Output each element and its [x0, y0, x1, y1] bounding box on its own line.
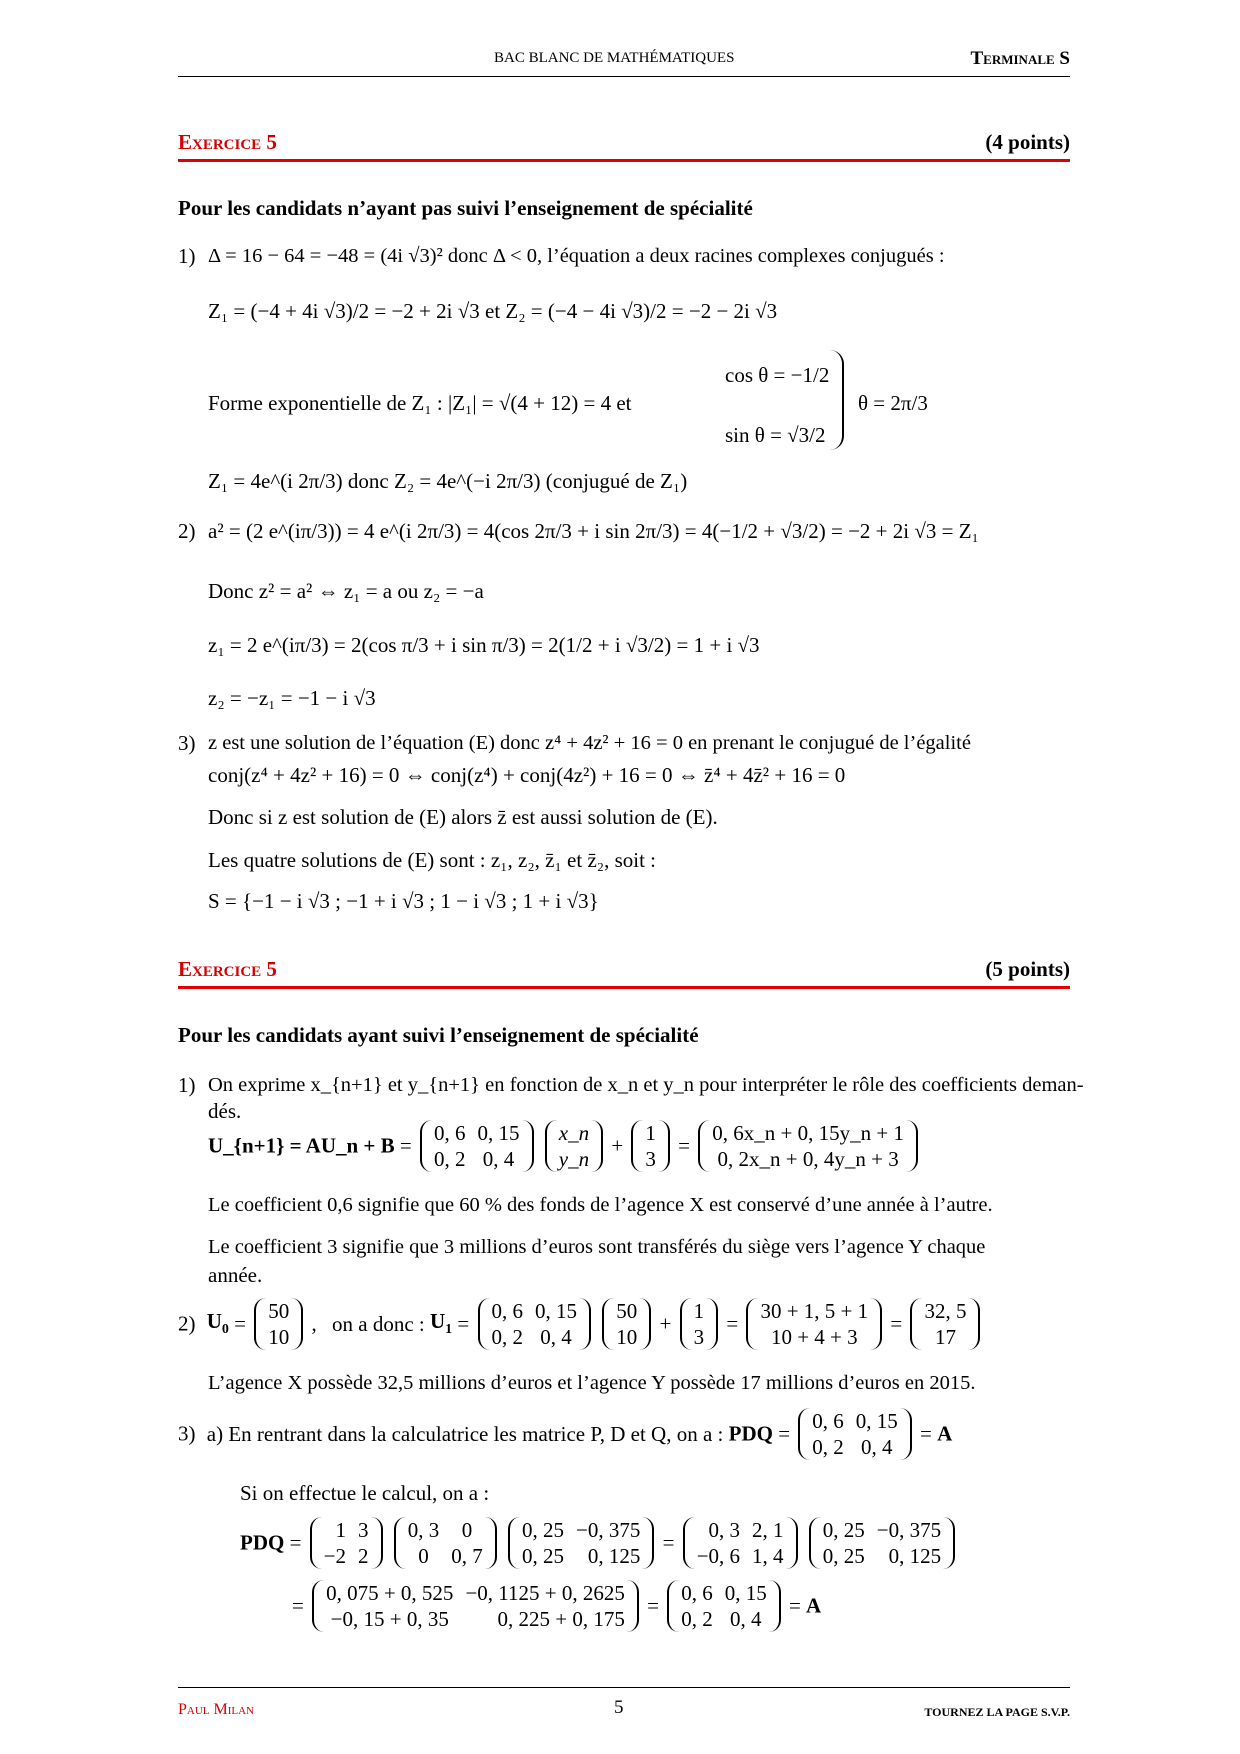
- ex2-q1-line1: On exprime x_{n+1} et y_{n+1} en fonction de x_n et y_n pour interpréter le rôle des coefficients deman-: [208, 1074, 1084, 1096]
- ex1-points: (4 points): [985, 130, 1070, 154]
- ex1-z1z2: Z₁ = (−4 + 4i √3)/2 = −2 + 2i √3 et Z₂ = (−4 − 4i √3)/2 = −2 − 2i √3: [208, 299, 778, 323]
- header-class: Terminale S: [970, 48, 1070, 69]
- ex1-theta: θ = 2π/3: [858, 391, 928, 415]
- ex2-coef06: Le coefficient 0,6 signifie que 60 % des fonds de l’agence X est conservé d’une année à l’autre.: [208, 1194, 993, 1216]
- ex1-z1exp: Z₁ = 4e^(i 2π/3) donc Z₂ = 4e^(−i 2π/3) (conjugué de Z₁): [208, 469, 688, 493]
- ex2-si-calc: Si on effectue le calcul, on a :: [240, 1481, 490, 1505]
- running-header: [178, 50, 1070, 74]
- ex2-U-equation: U_{n+1} = AU_n + B = 0, 6 0, 15 0, 2 0, 4 x_n y_n + 1 3 = 0, 6x_n + 0, 15y_n + 1 0, 2x_n + 0, 4y_n + 3: [208, 1120, 921, 1172]
- ex2-subtitle: Pour les candidats ayant suivi l’enseignement de spécialité: [178, 1023, 699, 1047]
- vector-sum: 30 + 1, 5 + 1 10 + 4 + 3: [746, 1298, 882, 1350]
- ex1-z1-line: z₁ = 2 e^(iπ/3) = 2(cos π/3 + i sin π/3) = 2(1/2 + i √3/2) = 1 + i √3: [208, 633, 760, 657]
- ex1-expo: Forme exponentielle de Z₁ : |Z₁| = √(4 + 12) = 4 et: [208, 391, 632, 415]
- ex2-rule: [178, 986, 1070, 989]
- matrix-D: 0, 3 0 0 0, 7: [394, 1517, 497, 1569]
- brace: [830, 350, 844, 450]
- vector-U1: 32, 5 17: [910, 1298, 980, 1350]
- ex1-z2-line: z₂ = −z₁ = −1 − i √3: [208, 686, 376, 710]
- ex2-coef3-1: Le coefficient 3 signifie que 3 millions d’euros sont transférés du siège vers l’agence Y chaque: [208, 1236, 986, 1258]
- header-title: BAC BLANC DE MATHÉMATIQUES: [494, 50, 735, 66]
- matrix-PD: 0, 3 2, 1 −0, 6 1, 4: [683, 1517, 798, 1569]
- ex1-rule: [178, 159, 1070, 162]
- ex2-U-label: U_{n+1} = AU_n + B: [208, 1133, 395, 1158]
- ex2-q3-equation: 3) a) En rentrant dans la calculatrice les matrice P, D et Q, on a : PDQ = 0, 6 0, 15 0, 2 0, 4 = A: [178, 1409, 953, 1459]
- ex1-q1-num: 1): [178, 244, 196, 268]
- footer-page: 5: [614, 1697, 624, 1718]
- ex1-sin: sin θ = √3/2: [725, 423, 826, 447]
- footer-right: TOURNEZ LA PAGE S.V.P.: [924, 1705, 1070, 1719]
- matrix-Q: 0, 25 −0, 375 0, 25 0, 125: [508, 1517, 654, 1569]
- ex1-title: Exercice 5: [178, 130, 277, 154]
- ex2-title: Exercice 5: [178, 957, 277, 981]
- ex1-q3-num: 3): [178, 731, 196, 755]
- ex1-q2-line: a² = (2 e^(iπ/3)) = 4 e^(i 2π/3) = 4(cos 2π/3 + i sin 2π/3) = 4(−1/2 + √3/2) = −2 + 2i √3 = Z₁: [208, 519, 979, 543]
- ex2-q1-num: 1): [178, 1073, 196, 1097]
- ex2-pdq-line1: PDQ = 1 3 −2 2 0, 3 0 0 0, 7 0, 25 −0, 375 0, 25 0, 125 = 0, 3 2, 1 −0, 6 1, 4 0, 25 −0, 375 0, 25 0, 125: [240, 1517, 958, 1569]
- footer-author: Paul Milan: [178, 1701, 255, 1718]
- matrix-A: 0, 6 0, 15 0, 2 0, 4: [420, 1120, 534, 1172]
- matrix-product: 0, 075 + 0, 525 −0, 1125 + 0, 2625 −0, 15 + 0, 35 0, 225 + 0, 175: [312, 1580, 639, 1632]
- header-rule: [178, 76, 1070, 77]
- ex2-q1-line2: dés.: [208, 1099, 242, 1123]
- vector-result: 0, 6x_n + 0, 15y_n + 1 0, 2x_n + 0, 4y_n + 3: [698, 1120, 918, 1172]
- ex1-donc-si: Donc si z est solution de (E) alors z̄ est aussi solution de (E).: [208, 805, 718, 829]
- ex1-donc: Donc z² = a² ⇔ z₁ = a ou z₂ = −a: [208, 579, 484, 603]
- ex1-S: S = {−1 − i √3 ; −1 + i √3 ; 1 − i √3 ; 1 + i √3}: [208, 889, 599, 913]
- ex2-coef3-2: année.: [208, 1263, 263, 1287]
- footer-rule: [178, 1687, 1070, 1688]
- ex1-quatre: Les quatre solutions de (E) sont : z₁, z₂, z̄₁ et z̄₂, soit :: [208, 848, 657, 872]
- vector-Xn: x_n y_n: [545, 1120, 603, 1172]
- ex2-agence: L’agence X possède 32,5 millions d’euros et l’agence Y possède 17 millions d’euros en 2015.: [208, 1372, 976, 1394]
- ex1-conj-line: conj(z⁴ + 4z² + 16) = 0 ⇔ conj(z⁴) + conj(4z²) + 16 = 0 ⇔ z̄⁴ + 4z̄² + 16 = 0: [208, 763, 846, 787]
- vector-U0: 50 10: [254, 1298, 303, 1350]
- vector-B: 1 3: [631, 1120, 670, 1172]
- ex1-q2-num: 2): [178, 519, 196, 543]
- ex1-cos: cos θ = −1/2: [725, 363, 830, 387]
- matrix-P: 1 3 −2 2: [310, 1517, 383, 1569]
- ex2-points: (5 points): [985, 957, 1070, 981]
- ex2-pdq-line2: = 0, 075 + 0, 525 −0, 1125 + 0, 2625 −0, 15 + 0, 35 0, 225 + 0, 175 = 0, 6 0, 15 0, 2 0, 4 = A: [292, 1581, 822, 1631]
- ex1-q3-line: z est une solution de l’équation (E) donc z⁴ + 4z² + 16 = 0 en prenant le conjugué de l’égalité: [208, 732, 971, 754]
- ex1-subtitle: Pour les candidats n’ayant pas suivi l’enseignement de spécialité: [178, 196, 753, 220]
- ex2-q2-equation: 2) $U_0$ = 50 10 , on a donc : $U_1$ = 0, 6 0, 15 0, 2 0, 4 50 10 + 1 3 = 30 + 1, 5 + 1 10 + 4 + 3 = 32, 5 17: [178, 1298, 983, 1350]
- ex1-q1-line: Δ = 16 − 64 = −48 = (4i √3)² donc Δ < 0, l’équation a deux racines complexes conjugués :: [208, 245, 945, 267]
